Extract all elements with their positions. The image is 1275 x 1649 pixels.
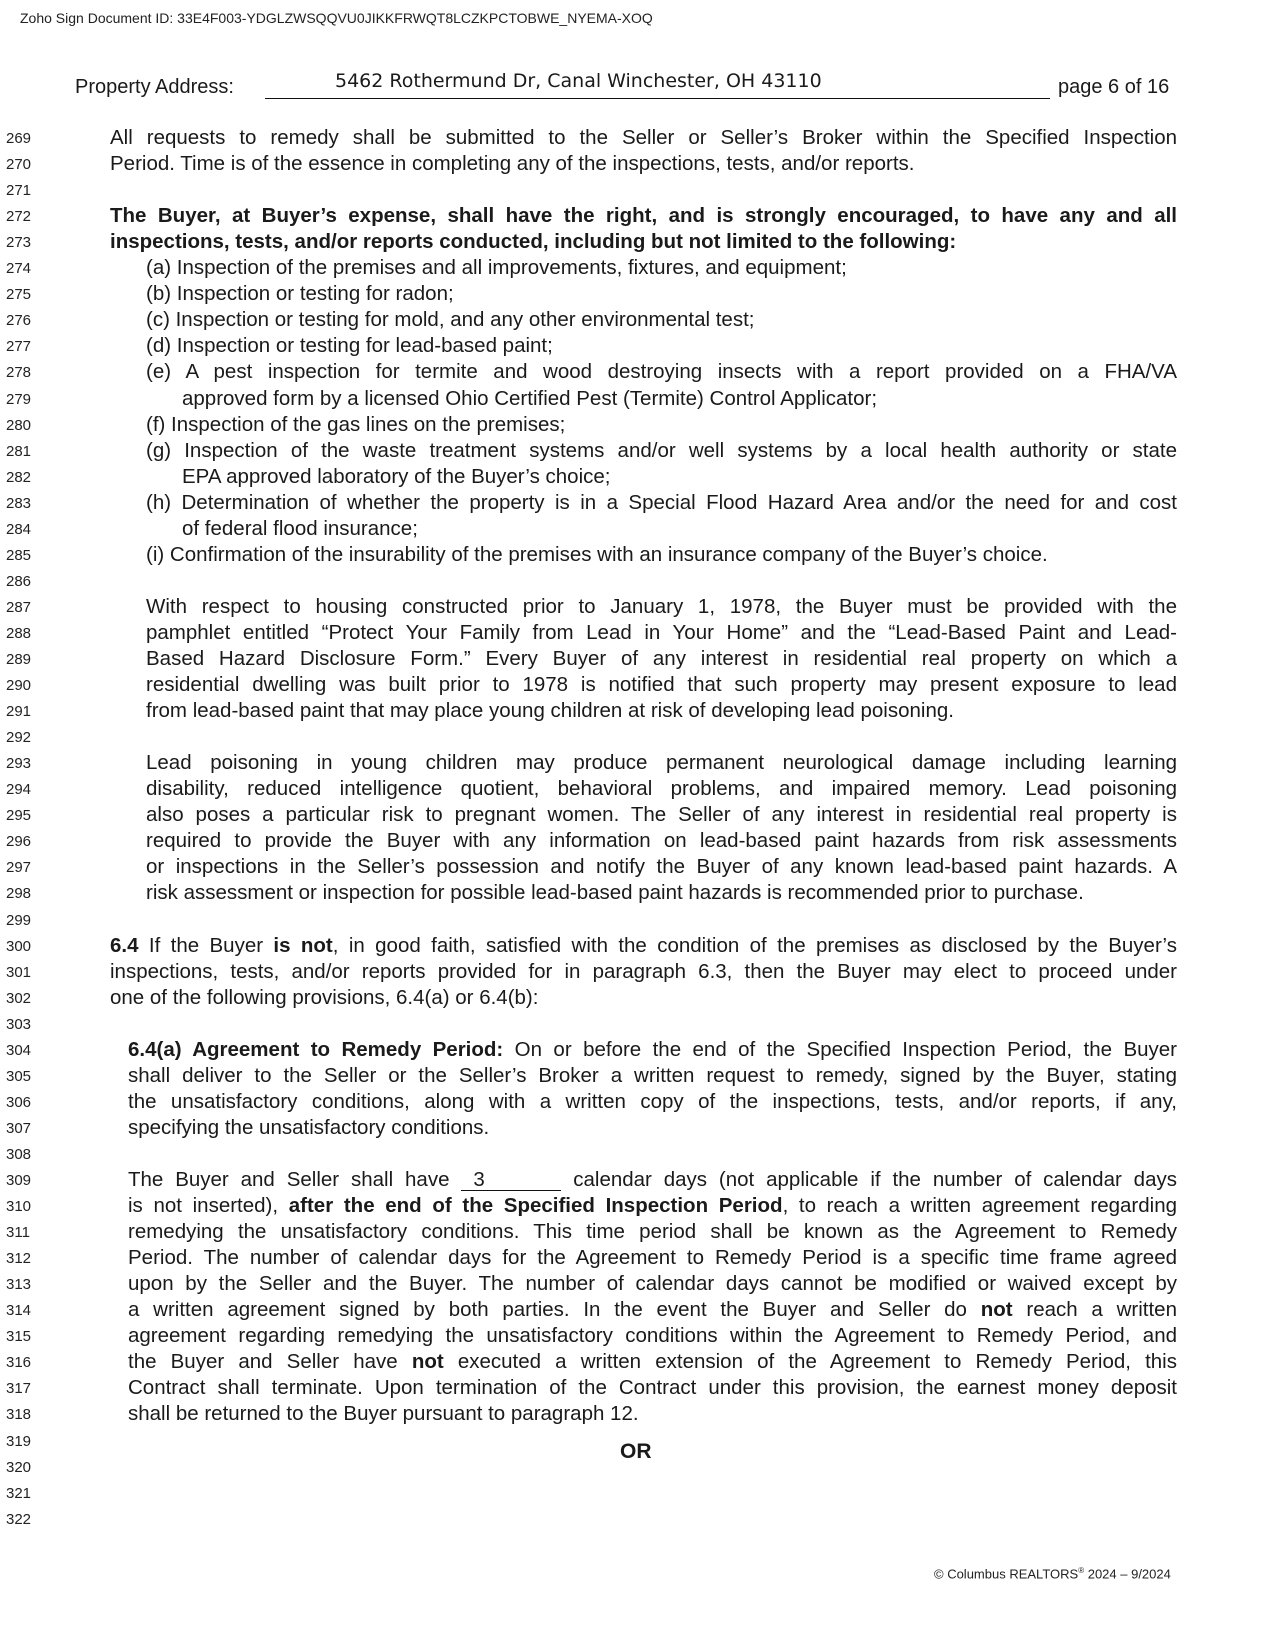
text-segment: is not inserted),: [128, 1194, 289, 1218]
text-segment: Period. Time is of the essence in completing any of the inspections, tests, and/or reports.: [110, 152, 915, 176]
document-line: [0, 387, 1275, 413]
document-line: [0, 517, 1275, 543]
document-line: [0, 1298, 1275, 1324]
document-line: [0, 439, 1275, 465]
document-line: [0, 543, 1275, 569]
line-text: [128, 1272, 1177, 1296]
line-number: 301: [6, 963, 32, 981]
line-number: 286: [6, 572, 32, 590]
line-text: [128, 1064, 1177, 1088]
document-line: [0, 308, 1275, 334]
line-number: 295: [6, 807, 32, 825]
line-number: 271: [6, 182, 32, 200]
line-text: [128, 1116, 489, 1140]
document-line: [0, 1194, 1275, 1220]
line-text: [146, 439, 1177, 463]
line-number: 281: [6, 442, 32, 460]
text-segment: The Buyer and Seller shall have: [128, 1168, 462, 1191]
line-text: [110, 126, 1177, 150]
line-text: [110, 934, 1177, 958]
text-segment: shall deliver to the Seller or the Seller’s Broker a written request to remedy, signed by the Buyer, stating: [128, 1063, 1177, 1087]
line-number: 313: [6, 1276, 32, 1294]
line-text: [146, 334, 553, 358]
footer-year: 2024 – 9/2024: [1084, 1566, 1171, 1582]
line-number: 300: [6, 937, 32, 955]
document-line: [0, 621, 1275, 647]
line-text: [146, 647, 1177, 671]
line-number: 283: [6, 494, 32, 512]
document-line: [0, 1142, 1275, 1168]
text-segment: the Buyer and Seller have: [128, 1350, 412, 1374]
line-number: 299: [6, 911, 32, 929]
line-number: 285: [6, 546, 32, 564]
line-number: 292: [6, 729, 32, 747]
document-line: [0, 1324, 1275, 1350]
line-number: 274: [6, 260, 32, 278]
line-number: 293: [6, 755, 32, 773]
line-number: 314: [6, 1302, 32, 1320]
line-number: 302: [6, 989, 32, 1007]
line-number: 319: [6, 1432, 32, 1450]
line-text: [128, 1246, 1177, 1270]
document-line: [0, 569, 1275, 595]
line-number: 307: [6, 1119, 32, 1137]
line-text: [146, 777, 1177, 801]
or-separator: OR: [620, 1440, 652, 1463]
line-number: 304: [6, 1041, 32, 1059]
copyright-footer: [934, 1566, 1171, 1581]
section-heading: 6.4(a) Agreement to Remedy Period:: [128, 1037, 504, 1061]
text-segment: remedying the unsatisfactory conditions. This time period shall be known as the Agreement to Remedy: [128, 1220, 1177, 1244]
text-segment: (h) Determination of whether the property is in a Special Flood Hazard Area and/or the need for and cost: [146, 490, 1177, 514]
line-text: [146, 308, 754, 332]
line-text: [110, 960, 1177, 984]
line-number: 280: [6, 416, 32, 434]
document-line: [0, 1272, 1275, 1298]
document-line: [0, 1350, 1275, 1376]
document-line: [0, 230, 1275, 256]
line-text: [146, 413, 565, 437]
text-segment: With respect to housing constructed prior to January 1, 1978, the Buyer must be provided with the: [146, 594, 1177, 618]
text-segment: Based Hazard Disclosure Form.” Every Buyer of any interest in residential real property on which a: [146, 647, 1177, 670]
line-text: [110, 986, 538, 1010]
line-text: [146, 751, 1177, 775]
document-line: [0, 282, 1275, 308]
text-segment: Period. The number of calendar days for the Agreement to Remedy Period is a specific time frame agreed: [128, 1246, 1177, 1270]
line-number: 270: [6, 156, 32, 174]
line-number: 294: [6, 781, 32, 799]
line-text: [128, 1298, 1177, 1322]
text-segment: EPA approved laboratory of the Buyer’s choice;: [182, 464, 611, 488]
document-line: [0, 960, 1275, 986]
text-segment: shall be returned to the Buyer pursuant to paragraph 12.: [128, 1402, 639, 1426]
line-text: [146, 829, 1177, 853]
line-number: 320: [6, 1458, 32, 1476]
line-number: 273: [6, 234, 32, 252]
text-segment: upon by the Seller and the Buyer. The number of calendar days cannot be modified or waived except by: [128, 1272, 1177, 1296]
line-text: [146, 621, 1177, 645]
address-value: 5462 Rothermund Dr, Canal Winchester, OH 43110: [335, 70, 822, 92]
document-line: [0, 934, 1275, 960]
line-text: [128, 1220, 1177, 1244]
line-number: 315: [6, 1328, 32, 1346]
calendar-days-field: 3: [461, 1170, 561, 1191]
document-line: [0, 829, 1275, 855]
document-line: [0, 1507, 1275, 1533]
text-segment: , to reach a written agreement regarding: [782, 1194, 1178, 1218]
document-line: [0, 908, 1275, 934]
text-segment: On or before the end of the Specified Inspection Period, the Buyer: [503, 1037, 1177, 1061]
line-number: 282: [6, 468, 32, 486]
text-segment: (g) Inspection of the waste treatment systems and/or well systems by a local health authority or state: [146, 438, 1177, 462]
line-number: 297: [6, 859, 32, 877]
address-label: Property Address:: [75, 76, 234, 98]
document-line: [0, 1038, 1275, 1064]
text-segment: , in good faith, satisfied with the condition of the premises as disclosed by the Buyer’s: [332, 933, 1177, 957]
line-number: 291: [6, 703, 32, 721]
address-underline: [265, 98, 1050, 99]
line-number: 316: [6, 1354, 32, 1372]
line-number: 311: [6, 1224, 30, 1242]
document-line: [0, 803, 1275, 829]
document-line: [0, 986, 1275, 1012]
document-line: [0, 178, 1275, 204]
emphasis: after the end of the Specified Inspection Period: [288, 1194, 783, 1218]
line-text: [128, 1376, 1177, 1400]
text-segment: (b) Inspection or testing for radon;: [146, 282, 454, 306]
text-segment: the unsatisfactory conditions, along with a written copy of the inspections, tests, and/or reports, if any,: [128, 1089, 1177, 1113]
line-number: 272: [6, 208, 32, 226]
line-number: 322: [6, 1510, 32, 1528]
document-line: [0, 647, 1275, 673]
line-text: [146, 673, 1177, 697]
text-segment: The Buyer, at Buyer’s expense, shall have the right, and is strongly encouraged, to have any and all: [110, 204, 1177, 228]
line-text: [182, 517, 418, 541]
line-text: [146, 543, 1048, 567]
line-number: 278: [6, 364, 32, 382]
document-line: [0, 465, 1275, 491]
line-text: [128, 1038, 1177, 1062]
text-segment: (e) A pest inspection for termite and wood destroying insects with a report provided on a FHA/VA: [146, 360, 1177, 384]
document-line: [0, 673, 1275, 699]
line-text: [128, 1194, 1177, 1218]
text-segment: of federal flood insurance;: [182, 516, 418, 540]
text-segment: required to provide the Buyer with any information on lead-based paint hazards from risk assessments: [146, 829, 1177, 853]
line-text: [146, 360, 1177, 384]
line-text: [110, 230, 956, 254]
line-number: 275: [6, 286, 32, 304]
document-line: [0, 334, 1275, 360]
line-text: [146, 491, 1177, 515]
text-segment: (f) Inspection of the gas lines on the premises;: [146, 412, 566, 436]
line-text: [128, 1402, 639, 1426]
line-number: 298: [6, 885, 32, 903]
document-line: [0, 256, 1275, 282]
text-segment: or inspections in the Seller’s possession and notify the Buyer of any known lead-based paint hazards. A: [146, 855, 1177, 879]
line-text: [146, 256, 847, 280]
line-text: [110, 204, 1177, 228]
text-segment: risk assessment or inspection for possible lead-based paint hazards is recommended prior to purchase.: [146, 881, 1084, 905]
line-text: [146, 282, 454, 306]
document-line: [0, 1168, 1275, 1194]
line-number: 276: [6, 312, 32, 330]
line-number: 277: [6, 338, 32, 356]
footer-text: © Columbus REALTORS: [934, 1566, 1079, 1582]
text-segment: one of the following provisions, 6.4(a) or 6.4(b):: [110, 985, 539, 1009]
text-segment: residential dwelling was built prior to 1978 is notified that such property may present exposure to lead: [146, 673, 1177, 697]
document-line: [0, 1481, 1275, 1507]
line-number: 305: [6, 1067, 32, 1085]
line-text: [146, 855, 1177, 879]
line-number: 308: [6, 1145, 32, 1163]
line-text: [146, 881, 1084, 905]
text-segment: approved form by a licensed Ohio Certified Pest (Termite) Control Applicator;: [182, 386, 878, 410]
line-number: 288: [6, 624, 32, 642]
line-text: [128, 1324, 1177, 1348]
document-line: [0, 1402, 1275, 1428]
document-line: [0, 1376, 1275, 1402]
text-segment: Contract shall terminate. Upon termination of the Contract under this provision, the earnest money deposit: [128, 1376, 1177, 1400]
line-text: [182, 465, 610, 489]
line-number: 312: [6, 1250, 32, 1268]
document-line: [0, 491, 1275, 517]
line-text: [146, 595, 1177, 619]
text-segment: calendar days (not applicable if the number of calendar days: [561, 1168, 1177, 1191]
document-line: [0, 1090, 1275, 1116]
line-text: [146, 803, 1177, 827]
line-number: 317: [6, 1380, 32, 1398]
line-number: 269: [6, 130, 32, 147]
document-line: [0, 699, 1275, 725]
text-segment: Lead poisoning in young children may produce permanent neurological damage including learning: [146, 751, 1177, 775]
text-segment: (i) Confirmation of the insurability of the premises with an insurance company of the Buyer’s choice.: [146, 542, 1048, 566]
emphasis: not: [980, 1298, 1013, 1322]
line-number: 279: [6, 390, 32, 408]
document-id: Zoho Sign Document ID: 33E4F003-YDGLZWSQQVU0JIKKFRWQT8LCZKPCTOBWE_NYEMA-XOQ: [20, 10, 653, 26]
document-line: [0, 595, 1275, 621]
line-number: 303: [6, 1015, 32, 1033]
text-segment: disability, reduced intelligence quotient, behavioral problems, and impaired memory. Lead poisoning: [146, 777, 1177, 801]
document-line: [0, 881, 1275, 907]
document-line: [0, 126, 1275, 152]
line-number: 289: [6, 651, 32, 668]
emphasis: is not: [273, 933, 333, 957]
line-text: [128, 1168, 1177, 1192]
document-line: [0, 1220, 1275, 1246]
line-text: [182, 387, 877, 411]
line-text: [128, 1350, 1177, 1374]
text-segment: a written agreement signed by both parties. In the event the Buyer and Seller do: [128, 1298, 981, 1322]
line-number: 284: [6, 520, 32, 538]
document-line: [0, 725, 1275, 751]
emphasis: not: [411, 1350, 444, 1374]
line-text: [128, 1090, 1177, 1114]
line-text: [110, 152, 914, 176]
text-segment: All requests to remedy shall be submitted to the Seller or Seller’s Broker within the Specified Inspection: [110, 126, 1177, 149]
document-line: [0, 204, 1275, 230]
document-line: [0, 413, 1275, 439]
text-segment: (d) Inspection or testing for lead-based paint;: [146, 334, 553, 358]
line-number: 306: [6, 1093, 32, 1111]
text-segment: (a) Inspection of the premises and all improvements, fixtures, and equipment;: [146, 256, 847, 280]
line-number: 318: [6, 1406, 32, 1424]
page-number: page 6 of 16: [1058, 76, 1170, 98]
line-text: [146, 699, 954, 723]
text-segment: also poses a particular risk to pregnant women. The Seller of any interest in residential real property is: [146, 803, 1177, 827]
line-number: 309: [6, 1172, 32, 1189]
document-line: [0, 855, 1275, 881]
text-segment: specifying the unsatisfactory conditions.: [128, 1115, 490, 1139]
line-number: 310: [6, 1198, 32, 1216]
text-segment: pamphlet entitled “Protect Your Family from Lead in Your Home” and the “Lead-Based Paint and Lead-: [146, 620, 1177, 644]
text-segment: executed a written extension of the Agreement to Remedy Period, this: [443, 1350, 1177, 1374]
document-line: [0, 152, 1275, 178]
line-number: 321: [6, 1484, 32, 1502]
document-line: [0, 1064, 1275, 1090]
line-number: 287: [6, 598, 32, 616]
document-line: [0, 360, 1275, 386]
text-segment: inspections, tests, and/or reports provided for in paragraph 6.3, then the Buyer may elect to proceed under: [110, 959, 1177, 983]
text-segment: If the Buyer: [138, 933, 274, 957]
document-line: [0, 1116, 1275, 1142]
line-number: 296: [6, 833, 32, 851]
text-segment: from lead-based paint that may place young children at risk of developing lead poisoning.: [146, 699, 954, 723]
property-address-row: [75, 70, 1195, 104]
section-number: 6.4: [110, 933, 139, 957]
line-number: 290: [6, 677, 32, 695]
document-line: [0, 777, 1275, 803]
text-segment: (c) Inspection or testing for mold, and any other environmental test;: [146, 308, 755, 332]
document-line: [0, 1012, 1275, 1038]
text-segment: agreement regarding remedying the unsatisfactory conditions within the Agreement to Remedy Period, and: [128, 1324, 1177, 1348]
registered-mark: ®: [1078, 1566, 1085, 1575]
document-line: [0, 751, 1275, 777]
text-segment: reach a written: [1012, 1298, 1177, 1322]
document-line: [0, 1246, 1275, 1272]
text-segment: inspections, tests, and/or reports conducted, including but not limited to the following:: [110, 230, 957, 254]
